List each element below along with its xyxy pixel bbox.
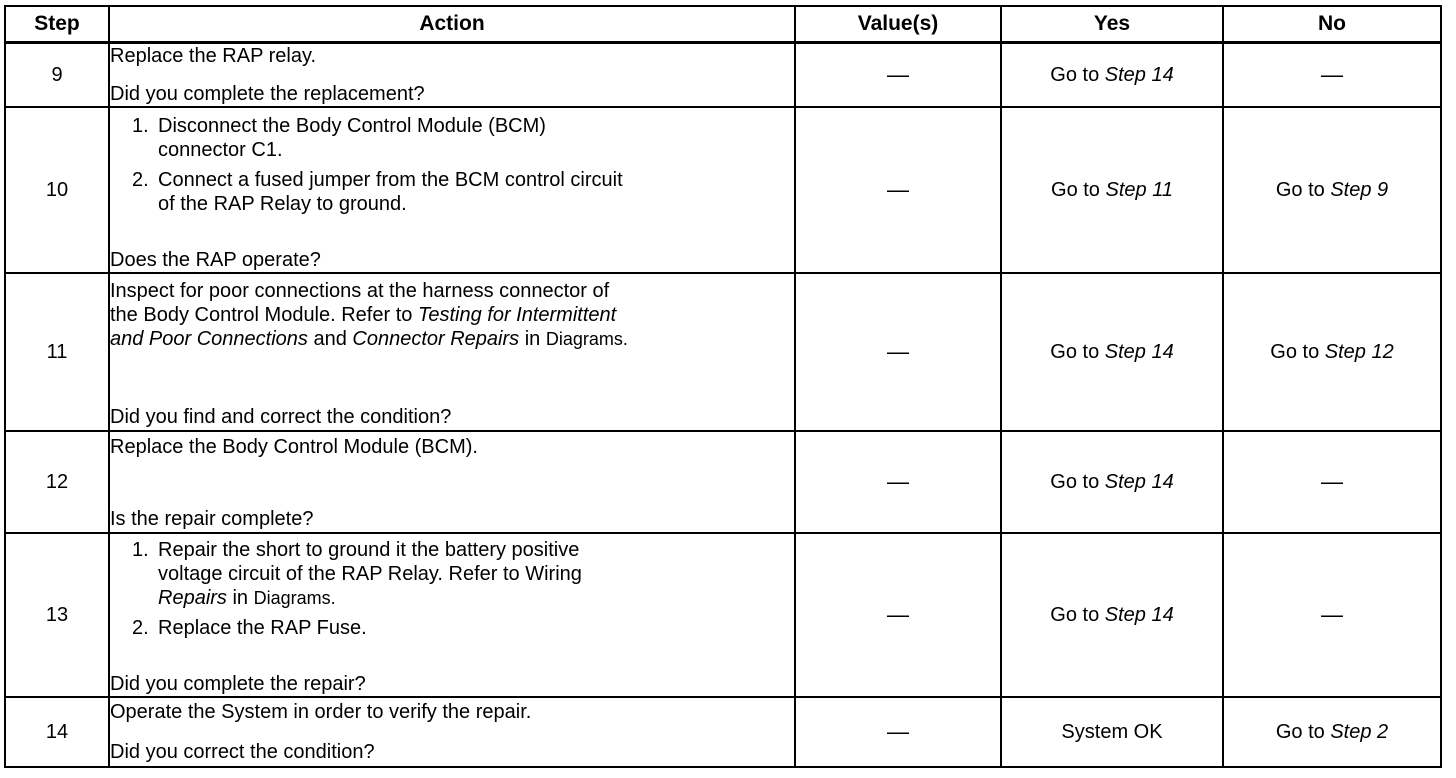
value-cell: — (795, 273, 1001, 431)
list-item-line (158, 586, 794, 610)
yes-step-link: Step 14 (1104, 63, 1174, 86)
reference-link: Repairs (158, 587, 227, 609)
yes-prefix: Go to (1051, 178, 1106, 201)
no-cell (1223, 107, 1441, 273)
action-question: Is the repair complete? (110, 508, 314, 530)
no-cell (1223, 697, 1441, 767)
table-header-row (5, 6, 1441, 43)
yes-cell: System OK (1001, 697, 1223, 767)
no-cell (1223, 273, 1441, 431)
action-cell (109, 431, 795, 533)
action-cell (109, 697, 795, 767)
yes-cell (1001, 533, 1223, 697)
no-prefix: Go to (1275, 720, 1331, 743)
no-step-link: Step 9 (1330, 178, 1389, 201)
action-line (110, 327, 794, 351)
list-item-line: Replace the RAP Fuse. (158, 617, 367, 639)
action-steps-list (110, 114, 794, 222)
diagnostic-table (4, 5, 1442, 768)
action-question: Does the RAP operate? (110, 249, 321, 271)
step-number: 10 (5, 107, 109, 273)
yes-cell (1001, 43, 1223, 108)
action-cell (109, 533, 795, 697)
action-question: Did you complete the replacement? (110, 83, 425, 105)
action-text: in (519, 328, 546, 350)
yes-prefix: Go to (1050, 603, 1105, 626)
manual-section-name: Diagrams. (253, 588, 336, 608)
value-cell: — (795, 107, 1001, 273)
action-text: and (307, 328, 353, 350)
list-item (132, 114, 794, 162)
yes-step-link: Step 14 (1104, 470, 1174, 493)
value-cell: — (795, 43, 1001, 108)
list-item (132, 538, 794, 610)
yes-cell (1001, 431, 1223, 533)
header-values: Value(s) (795, 6, 1001, 43)
reference-link: Testing for Intermittent (417, 304, 617, 326)
header-yes: Yes (1001, 6, 1223, 43)
no-step-link: Step 2 (1330, 720, 1389, 743)
list-item-number: 1. (132, 539, 149, 561)
value-cell: — (795, 431, 1001, 533)
yes-step-link: Step 11 (1105, 178, 1173, 201)
action-paragraph (110, 279, 794, 351)
list-item-line: of the RAP Relay to ground. (158, 193, 407, 215)
action-text: Replace the Body Control Module (BCM). (110, 436, 478, 458)
action-question: Did you correct the condition? (110, 741, 375, 763)
yes-cell (1001, 107, 1223, 273)
yes-prefix: Go to (1050, 340, 1105, 363)
step-number: 13 (5, 533, 109, 697)
action-text: Replace the RAP relay. (110, 45, 317, 67)
list-item-number: 1. (132, 115, 149, 137)
action-text: Operate the System in order to verify the repair. (110, 701, 532, 723)
table-row-step-14 (5, 697, 1441, 767)
action-cell (109, 43, 795, 108)
header-action: Action (109, 6, 795, 43)
list-item (132, 616, 794, 640)
list-item-line: Disconnect the Body Control Module (BCM) (158, 115, 546, 137)
list-item-line: connector C1. (158, 139, 283, 161)
action-cell (109, 273, 795, 431)
list-item-number: 2. (132, 169, 149, 191)
action-cell (109, 107, 795, 273)
yes-prefix: Go to (1050, 63, 1105, 86)
action-question: Did you complete the repair? (110, 673, 366, 695)
step-number: 14 (5, 697, 109, 767)
reference-link: and Poor Connections (110, 328, 308, 350)
no-cell: — (1223, 533, 1441, 697)
table-row-step-10 (5, 107, 1441, 273)
table-row-step-9 (5, 43, 1441, 108)
list-item-line: Repair the short to ground it the battery positive (158, 539, 580, 561)
table-row-step-12 (5, 431, 1441, 533)
no-prefix: Go to (1270, 340, 1325, 363)
action-text: the Body Control Module. Refer to (110, 304, 418, 326)
no-cell: — (1223, 431, 1441, 533)
header-no: No (1223, 6, 1441, 43)
no-cell: — (1223, 43, 1441, 108)
no-prefix: Go to (1275, 178, 1331, 201)
action-text: in (226, 587, 254, 609)
reference-link: Connector Repairs (352, 328, 520, 350)
yes-cell (1001, 273, 1223, 431)
table-row-step-13 (5, 533, 1441, 697)
value-cell: — (795, 697, 1001, 767)
diagnostic-table-sheet (4, 5, 1442, 768)
list-item-line: voltage circuit of the RAP Relay. Refer to Wiring (158, 563, 582, 585)
value-cell: — (795, 533, 1001, 697)
list-item-number: 2. (132, 617, 149, 639)
step-number: 9 (5, 43, 109, 108)
action-line (110, 303, 794, 327)
header-step: Step (5, 6, 109, 43)
list-item (132, 168, 794, 216)
no-step-link: Step 12 (1324, 340, 1394, 363)
action-steps-list (110, 538, 794, 646)
yes-step-link: Step 14 (1104, 603, 1174, 626)
step-number: 12 (5, 431, 109, 533)
action-question: Did you find and correct the condition? (110, 406, 452, 428)
list-item-line: Connect a fused jumper from the BCM control circuit (158, 169, 623, 191)
yes-step-link: Step 14 (1104, 340, 1174, 363)
step-number: 11 (5, 273, 109, 431)
manual-section-name: Diagrams. (545, 329, 628, 349)
table-row-step-11 (5, 273, 1441, 431)
yes-prefix: Go to (1050, 470, 1105, 493)
action-line: Inspect for poor connections at the harness connector of (110, 280, 610, 302)
